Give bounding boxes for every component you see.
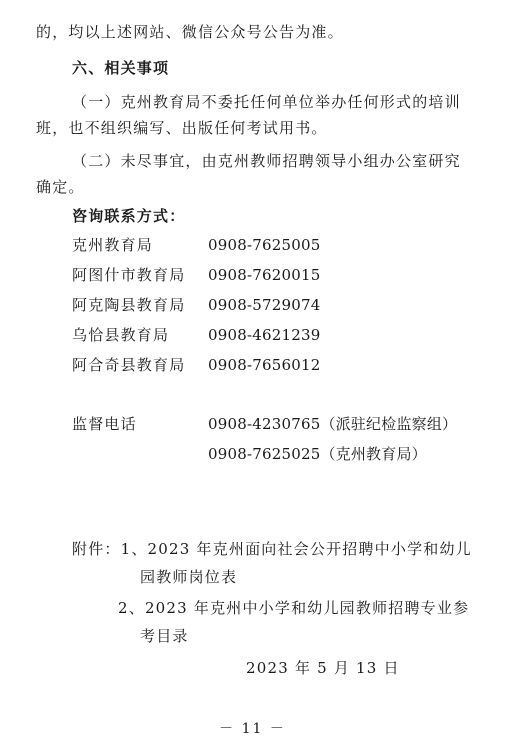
supervision-phone: 0908-7625025（克州教育局） (208, 445, 427, 463)
paragraph-line: （二）未尽事宜，由克州教师招聘领导小组办公室研究 (72, 152, 461, 170)
contact-heading: 咨询联系方式： (72, 207, 186, 225)
supervision-phone: 0908-4230765（派驻纪检监察组） (208, 415, 458, 433)
paragraph-line: （一）克州教育局不委托任何单位举办任何形式的培训 (72, 93, 461, 111)
page-number: － 11 － (219, 721, 286, 737)
paragraph-line: 班，也不组织编写、出版任何考试用书。 (36, 119, 328, 137)
attachment-line: 园教师岗位表 (140, 568, 238, 586)
section-heading: 六、相关事项 (72, 59, 170, 77)
document-date: 2023 年 5 月 13 日 (246, 659, 400, 677)
attachment-line: 2、2023 年克州中小学和幼儿园教师招聘专业参 (118, 599, 470, 617)
contact-phone: 0908-7625005 (208, 236, 321, 254)
contact-name: 乌恰县教育局 (72, 326, 170, 344)
contact-name: 阿合奇县教育局 (72, 356, 186, 374)
contact-phone: 0908-7656012 (208, 356, 321, 374)
attachment-line: 考目录 (140, 627, 189, 645)
contact-phone: 0908-5729074 (208, 296, 321, 314)
contact-name: 阿图什市教育局 (72, 266, 186, 284)
supervision-label: 监督电话 (72, 415, 137, 433)
paragraph-line: 的，均以上述网站、微信公众号公告为准。 (36, 23, 344, 41)
contact-name: 阿克陶县教育局 (72, 296, 186, 314)
contact-name: 克州教育局 (72, 236, 154, 254)
attachment-line: 附件：1、2023 年克州面向社会公开招聘中小学和幼儿 (72, 540, 472, 558)
contact-phone: 0908-7620015 (208, 266, 321, 284)
paragraph-line: 确定。 (36, 178, 85, 196)
contact-phone: 0908-4621239 (208, 326, 321, 344)
